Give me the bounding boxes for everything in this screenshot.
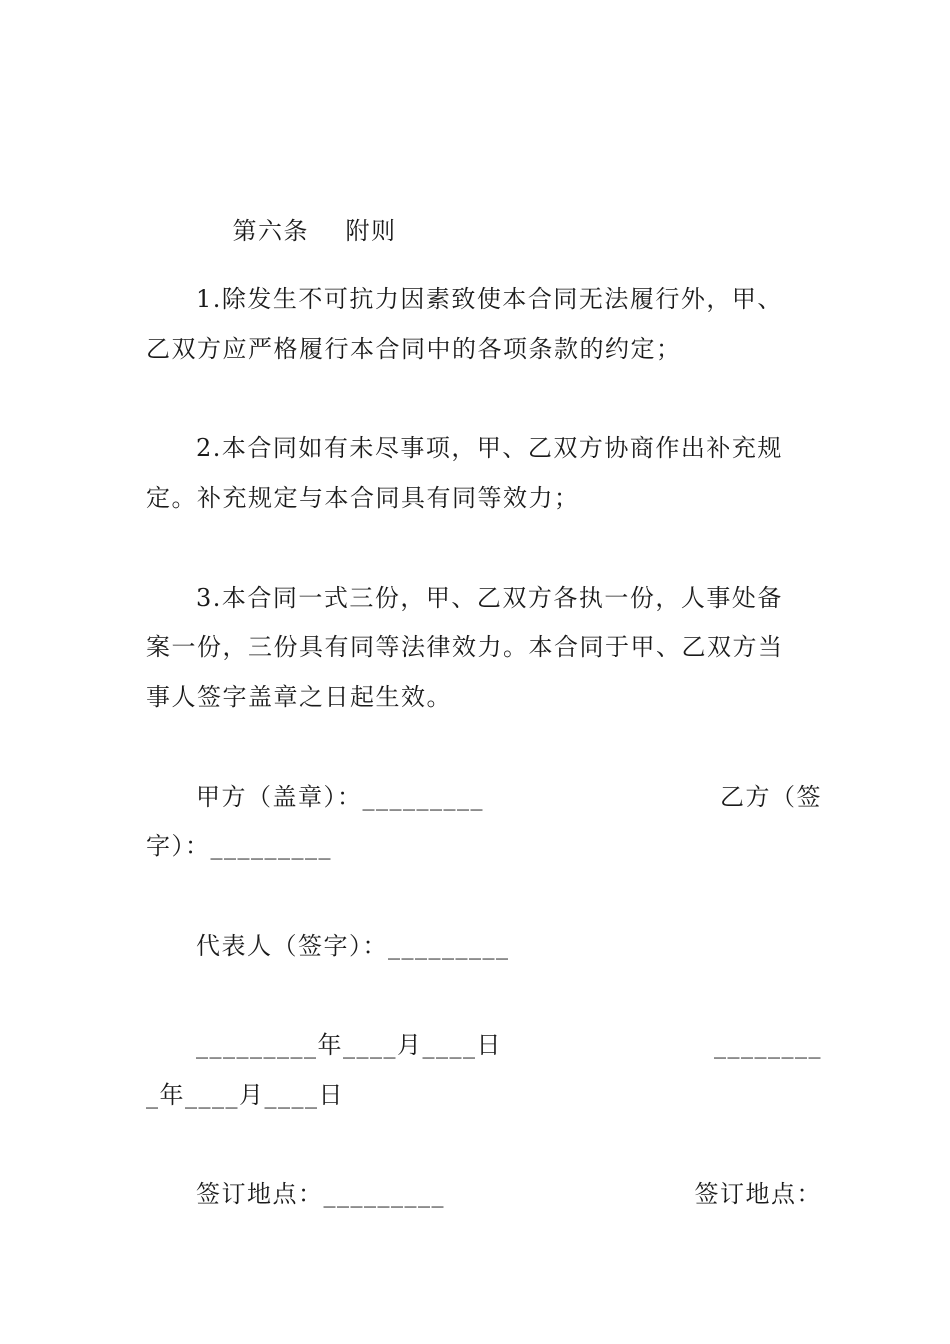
party-b-place-label: 签订地点： [694,1180,822,1208]
party-b-sign-field[interactable]: 字）：_________ [146,832,332,860]
party-a-place-field[interactable]: 签订地点：_________ [196,1180,445,1208]
clause-3-line-1: 3.本合同一式三份，甲、乙双方各执一份，人事处备 [196,584,783,612]
section-heading [196,183,397,279]
clause-3-line-3: 事人签字盖章之日起生效。 [146,683,452,711]
clause-1-line-2: 乙双方应严格履行本合同中的各项条款的约定； [146,335,682,363]
clause-2-line-2: 定。补充规定与本合同具有同等效力； [146,484,580,512]
clause-1-line-1: 1.除发生不可抗力因素致使本合同无法履行外，甲、 [196,285,783,313]
party-b-sign-label: 乙方（签 [720,783,822,811]
section-heading-title: 附则 [345,217,397,245]
clause-3-line-2: 案一份，三份具有同等法律效力。本合同于甲、乙双方当 [146,633,784,661]
clause-2-line-1: 2.本合同如有未尽事项，甲、乙双方协商作出补充规 [196,434,783,462]
party-a-seal-field[interactable]: 甲方（盖章）：_________ [196,783,484,811]
party-b-date-field-start[interactable]: ________ [714,1031,822,1059]
representative-sign-field[interactable]: 代表人（签字）：_________ [196,932,510,960]
section-heading-number: 第六条 [232,217,310,245]
party-a-date-field[interactable]: _________年____月____日 [196,1031,502,1059]
party-b-date-field[interactable]: _年____月____日 [146,1081,344,1109]
